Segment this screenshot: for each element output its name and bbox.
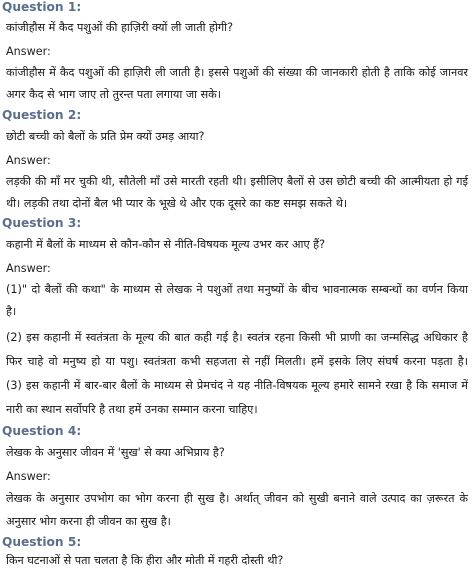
question-4-answer-line-2: अनुसार भोग करना ही जीवन का सुख है। — [6, 515, 171, 528]
question-4-answer-line-1: लेखक के अनुसार उपभोग का भोग करना ही सुख है। अर्थात् जीवन को सुखी बनाने वाले उत्पाद का ज़रूरत के — [6, 492, 468, 505]
question-3-answer-line-2: है। — [6, 305, 17, 318]
question-3-answer-label: Answer: — [6, 262, 51, 275]
question-5-heading: Question 5: — [2, 535, 82, 549]
question-3-answer-line-5: (3) इस कहानी में बार-बार बैलों के माध्यम से प्रेमचंद ने यह नीति-विषयक मूल्य हमारे सामने रखा है कि समाज में — [6, 379, 468, 392]
question-3-text: कहानी में बैलों के माध्यम से कौन-कौन से नीति-विषयक मूल्य उभर कर आए हैं? — [6, 238, 326, 251]
question-3-answer-line-3: (2) इस कहानी में स्वतंत्रता के मूल्य की बात कही गई है। स्वतंत्र रहना किसी भी प्राणी का जन्मसिद्ध अधिकार है — [6, 331, 468, 344]
question-2-answer-label: Answer: — [6, 154, 51, 167]
question-2-answer-line-2: थी। लड़की तथा दोनों बैल भी प्यार के भूखे थे और एक दूसरे का कष्ट समझ सकते थे। — [6, 197, 348, 210]
question-2-heading: Question 2: — [2, 108, 82, 122]
question-2-answer-line-1: लड़की की माँ मर चुकी थी, सौतेली माँ उसे मारती रहती थी। इसीलिए बैलों से उस छोटी बच्ची की आत्मीयता हो गई — [6, 175, 468, 188]
question-1-answer-line-1: कांजीहौस में कैद पशुओं की हाज़िरी ली जाती है। इससे पशुओं की संख्या की जानकारी होती है ताकि कोई जानवर — [6, 66, 468, 79]
question-5-text: किन घटनाओं से पता चलता है कि हीरा और मोती में गहरी दोस्ती थी? — [6, 554, 284, 567]
question-3-answer-line-6: नारी का स्थान सर्वोपरि है तथा हमें उनका सम्मान करना चाहिए। — [6, 403, 258, 416]
question-1-answer-label: Answer: — [6, 45, 51, 58]
question-1-answer-line-2: अगर कैद से भाग जाए तो तुरन्त पता लगाया जा सके। — [6, 88, 221, 101]
question-1-text: कांजीहौस में कैद पशुओं की हाज़िरी क्यों ली जाती होगी? — [6, 21, 234, 34]
question-4-answer-label: Answer: — [6, 470, 51, 483]
question-1-heading: Question 1: — [2, 0, 82, 14]
question-3-answer-line-1: (1)" दो बैलों की कथा" के माध्यम से लेखक ने पशुओं तथा मनुष्यों के बीच भावनात्मक सम्बन्धों का वर्णन किया — [6, 283, 468, 296]
question-3-answer-line-4: फिर चाहे वो मनुष्य हो या पशु। स्वतंत्रता कभी सहजता से नहीं मिलती। हमें इसके लिए संघर्ष करना पड़ता है। — [6, 355, 468, 368]
question-4-text: लेखक के अनुसार जीवन में 'सुख' से क्या अभिप्राय है? — [6, 446, 225, 459]
question-3-heading: Question 3: — [2, 216, 82, 230]
question-4-heading: Question 4: — [2, 424, 82, 438]
question-2-text: छोटी बच्ची को बैलों के प्रति प्रेम क्यों उमड़ आया? — [6, 130, 205, 143]
